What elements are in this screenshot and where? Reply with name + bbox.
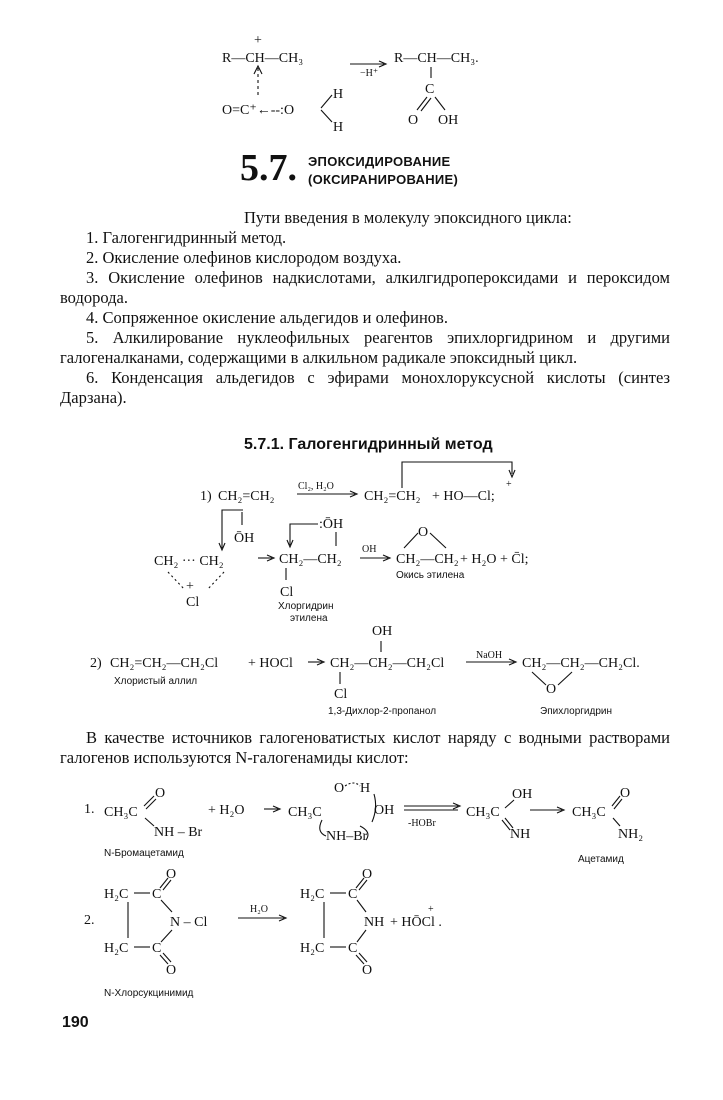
- r1-byproducts: + H₂O + C̄l;: [460, 552, 529, 567]
- ncs-o-top: O: [166, 867, 177, 882]
- method-item: 6. Конденсация альдегидов с эфирами монохлоруксусной кислоты (синтез Дарзана).: [60, 368, 670, 407]
- method-item: 1. Галогенгидринный метод.: [86, 228, 287, 247]
- method-item: 4. Сопряженное окисление альдегидов и олефинов.: [86, 308, 448, 327]
- ncs-prod-h2c-top: H₂C: [300, 887, 325, 902]
- ncs-prod-c-bottom: C: [348, 941, 358, 956]
- top-product-o: O: [408, 113, 419, 128]
- top-scheme: [222, 33, 479, 135]
- nbs-intermediate: CH₃C: [288, 805, 322, 820]
- nbs-plus-water: + H₂O: [208, 803, 245, 818]
- r2-naoh: NaOH: [476, 650, 503, 661]
- method-item: 5. Алкилирование нуклеофильных реагентов эпихлоргидрином и другими галогеналканами, содержащими в алкильном радикале эпоксидный цикл.: [60, 328, 670, 367]
- ncs-h2c-top: H₂C: [104, 887, 129, 902]
- r1-epoxide-o: O: [418, 525, 429, 540]
- ncs-o-bottom: O: [166, 963, 177, 978]
- ncs-hocl: + HŌCl .: [390, 915, 442, 930]
- r1-pi-complex: CH₂=CH₂: [364, 489, 421, 504]
- ncs-prod-c-top: C: [348, 887, 358, 902]
- section-title-line1: ЭПОКСИДИРОВАНИЕ: [308, 154, 451, 169]
- h-bottom: H: [333, 120, 344, 135]
- r1-step2-oh: :ŌH: [319, 517, 344, 532]
- nbs-amide-nh2: NH₂: [618, 827, 644, 842]
- methods-list: [60, 228, 670, 408]
- r1-chlorohydrin-name-1: Хлоргидрин: [278, 601, 334, 612]
- nbs-name-acetamide: Ацетамид: [578, 854, 624, 865]
- h-top: H: [333, 87, 344, 102]
- r1-step2-cl: Cl: [280, 585, 294, 600]
- section-number: 5.7.: [240, 147, 297, 189]
- method-item: 3. Окисление олефинов надкислотами, алкилгидропероксидами и пероксидом водорода.: [60, 268, 670, 307]
- nbs-int-n: NH–Br: [326, 829, 368, 844]
- r1-epoxide: CH₂—CH₂: [396, 552, 459, 567]
- r2-name-epi: Эпихлоргидрин: [540, 706, 612, 717]
- ncs-n-cl: N – Cl: [170, 915, 208, 930]
- r2-oh: OH: [372, 624, 393, 639]
- top-product: R—CH—CH₃.: [394, 51, 479, 66]
- r1-conditions: Cl₂, H₂O: [298, 481, 334, 492]
- carbocation-charge: +: [254, 33, 262, 48]
- r2-name-allyl: Хлористый аллил: [114, 676, 198, 687]
- r1-step2: CH₂—CH₂: [279, 552, 342, 567]
- r2-name-dichloro: 1,3-Дихлор-2-пропанол: [328, 706, 437, 717]
- nbs-int-o: O: [334, 781, 345, 796]
- r1-cl-bridge: Cl: [186, 595, 200, 610]
- nbs-minus-hobr: -HOBr: [408, 818, 436, 829]
- ncs-plus-charge: +: [428, 904, 434, 915]
- minus-proton-label: −H⁺: [360, 68, 379, 79]
- r1-number: 1): [200, 489, 212, 504]
- nbs-enol-nh: NH: [510, 827, 531, 842]
- ncs-h2c-bottom: H₂C: [104, 941, 129, 956]
- nbs-reactant: CH₃C: [104, 805, 138, 820]
- nbs-name-bromoacetamide: N-Бромацетамид: [104, 848, 184, 859]
- nbs-int-h: H: [360, 781, 371, 796]
- r1-epoxide-name: Окись этилена: [396, 570, 465, 581]
- intro-text: Пути введения в молекулу эпоксидного цикла:: [244, 208, 572, 227]
- ncs-name: N-Хлорсукцинимид: [104, 988, 194, 999]
- nbs-int-oh: OH: [374, 803, 395, 818]
- ncs-prod-h2c-bottom: H₂C: [300, 941, 325, 956]
- carbocation: R—CH—CH₃: [222, 51, 304, 66]
- ncs-nh: NH: [364, 915, 385, 930]
- r2-dichloropropanol: CH₂—CH₂—CH₂Cl: [330, 656, 445, 671]
- r1-cl-plus: +: [186, 579, 194, 594]
- r1-hydroxide: ŌH: [234, 531, 255, 546]
- r1-chlorohydrin-name-2: этилена: [290, 613, 328, 624]
- ncs-number: 2.: [84, 913, 95, 928]
- nbs-reactant-n: NH – Br: [154, 825, 203, 840]
- acyl-nucleophile: O=C⁺←--:O: [222, 103, 295, 118]
- ncs-c-top: C: [152, 887, 162, 902]
- nbs-amide: CH₃C: [572, 805, 606, 820]
- r2-epoxide-o: O: [546, 682, 557, 697]
- r1-bridged-cation: CH₂ ··· CH₂: [154, 554, 224, 569]
- nbs-amide-o: O: [620, 786, 631, 801]
- reaction-1: [154, 462, 529, 624]
- nbs-number: 1.: [84, 802, 95, 817]
- ncs-prod-o-bottom: O: [362, 963, 373, 978]
- r1-cl-charge: +: [506, 479, 512, 490]
- top-product-c: C: [425, 82, 435, 97]
- r2-cl: Cl: [334, 687, 348, 702]
- sources-paragraph: В качестве источников галогеноватистых кислот наряду с водными растворами галогенов используются N-галогенамиды кислот:: [60, 728, 670, 767]
- method-item: 2. Окисление олефинов кислородом воздуха.: [86, 248, 402, 267]
- nbs-reactant-o: O: [155, 786, 166, 801]
- nbs-scheme: [84, 781, 643, 865]
- section-heading: [240, 148, 540, 192]
- page-number: 190: [62, 1014, 89, 1031]
- section-title-line2: (ОКСИРАНИРОВАНИЕ): [308, 172, 459, 187]
- ncs-c-bottom: C: [152, 941, 162, 956]
- nbs-enol-oh: OH: [512, 787, 533, 802]
- r1-hocl: + HO—Cl;: [432, 489, 495, 504]
- ncs-water: H₂O: [250, 904, 268, 915]
- subsection-title: 5.7.1. Галогенгидринный метод: [244, 436, 493, 453]
- r2-number: 2): [90, 656, 102, 671]
- r2-allyl-chloride: CH₂=CH₂—CH₂Cl: [110, 656, 219, 671]
- top-product-oh: OH: [438, 113, 459, 128]
- r1-oh-label: OH: [362, 544, 377, 555]
- r1-ethylene: CH₂=CH₂: [218, 489, 275, 504]
- r2-hocl: + HOCl: [248, 656, 293, 671]
- ncs-prod-o-top: O: [362, 867, 373, 882]
- ncs-scheme: [84, 867, 442, 999]
- nbs-enol: CH₃C: [466, 805, 500, 820]
- r2-epichlorohydrin: CH₂—CH₂—CH₂Cl.: [522, 656, 640, 671]
- reaction-2: [90, 624, 640, 717]
